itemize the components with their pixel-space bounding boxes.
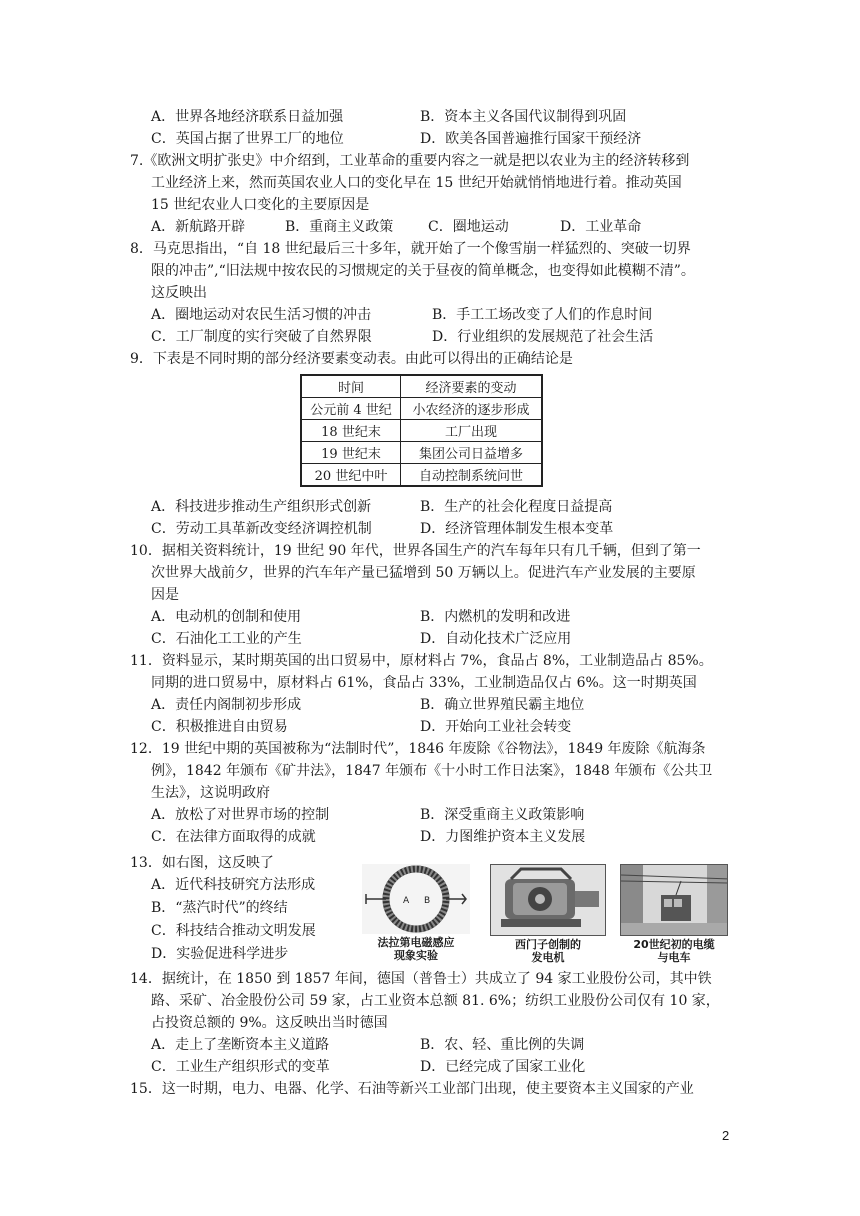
table-cell: 18 世纪末 [301, 420, 401, 442]
option-text: B．手工工场改变了人们的作息时间 [432, 307, 653, 323]
option-text: D．经济管理体制发生根本变革 [420, 521, 614, 537]
table-cell: 集团公司日益增多 [401, 442, 543, 464]
page-number: 2 [722, 1128, 730, 1143]
svg-text:B: B [424, 896, 431, 906]
text-line: 占投资总额的 9%。这反映出当时德国 [151, 1015, 388, 1031]
option-text: D．欧美各国普遍推行国家干预经济 [420, 131, 642, 147]
table-cell: 19 世纪末 [301, 442, 401, 464]
option-text: B．农、轻、重比例的失调 [420, 1037, 585, 1053]
text-line: C．积极推进自由贸易 [151, 719, 288, 735]
option-text: B．确立世界殖民霸主地位 [420, 697, 585, 713]
faraday-ring-icon [362, 864, 470, 934]
table-row [301, 464, 542, 487]
text-line: 因是 [151, 587, 179, 603]
option-text: C．圈地运动 [428, 219, 509, 235]
figure-caption: 西门子创制的 发电机 [515, 938, 581, 964]
text-line: A．责任内阁制初步形成 [151, 697, 302, 713]
text-line: 14．据统计，在 1850 到 1857 年间，德国（普鲁士）共成立了 94 家工业股份公司，其中铁 [130, 971, 712, 987]
table-cell: 公元前 4 世纪 [301, 398, 401, 420]
table-header-cell: 时间 [301, 375, 401, 398]
text-line: C．在法律方面取得的成就 [151, 829, 316, 845]
text-line: C．英国占据了世界工厂的地位 [151, 131, 344, 147]
option-text: B．深受重商主义政策影响 [420, 807, 585, 823]
text-line: C．工厂制度的实行突破了自然界限 [151, 329, 372, 345]
text-line: 工业经济上来，然而英国农业人口的变化早在 15 世纪开始就悄悄地进行着。推动英国 [151, 175, 682, 191]
text-line: 15．这一时期，电力、电器、化学、石油等新兴工业部门出现，使主要资本主义国家的产业 [130, 1081, 694, 1097]
text-line: 生法》，这说明政府 [151, 785, 270, 801]
table-header-cell: 经济要素的变动 [401, 375, 543, 398]
svg-text:A: A [403, 896, 410, 906]
text-line: 限的冲击”,“旧法规中按农民的习惯规定的关于昼夜的简单概念，也变得如此模糊不清”。 [151, 263, 695, 279]
text-line: 8．马克思指出，“自 18 世纪最后三十多年，就开始了一个像雪崩一样猛烈的、突破一切界 [130, 241, 691, 257]
table-cell: 小农经济的逐步形成 [401, 398, 543, 420]
option-text: D．行业组织的发展规范了社会生活 [432, 329, 654, 345]
text-line: C．石油化工工业的产生 [151, 631, 302, 647]
table-row [301, 398, 542, 420]
text-line: A．走上了垄断资本主义道路 [151, 1037, 330, 1053]
text-line: 13．如右图，这反映了 [130, 855, 274, 871]
table-row [301, 420, 542, 442]
text-line: 路、采矿、冶金股份公司 59 家，占工业资本总额 81. 6%；纺织工业股份公司仅有 10 家， [151, 993, 720, 1009]
option-text: D．力图维护资本主义发展 [420, 829, 586, 845]
option-text: B．生产的社会化程度日益提高 [420, 499, 613, 515]
tram-icon [620, 864, 728, 936]
text-line: A．放松了对世界市场的控制 [151, 807, 330, 823]
text-line: 15 世纪农业人口变化的主要原因是 [151, 197, 370, 213]
text-line: 11．资料显示，某时期英国的出口贸易中，原材料占 7%，食品占 8%，工业制造品占 85%。 [130, 653, 713, 669]
text-line: A．世界各地经济联系日益加强 [151, 109, 344, 125]
option-text: B．资本主义各国代议制得到巩固 [420, 109, 627, 125]
text-line: B．“蒸汽时代”的终结 [151, 900, 288, 916]
text-line: 例》，1842 年颁布《矿井法》，1847 年颁布《十小时工作日法案》，1848 年颁布《公共卫 [151, 763, 713, 779]
table-cell: 自动控制系统问世 [401, 464, 543, 487]
text-line: A．新航路开辟 [151, 219, 246, 235]
option-text: D．已经完成了国家工业化 [420, 1059, 586, 1075]
table-row [301, 442, 542, 464]
text-line: 同期的进口贸易中，原材料占 61%，食品占 33%，工业制造品仅占 6%。这一时期英国 [151, 675, 697, 691]
option-text: B．内燃机的发明和改进 [420, 609, 571, 625]
text-line: 12．19 世纪中期的英国被称为“法制时代”，1846 年废除《谷物法》，1849 年废除《航海条 [130, 741, 706, 757]
text-line: 7.《欧洲文明扩张史》中介绍到，工业革命的重要内容之一就是把以农业为主的经济转移到 [130, 153, 690, 169]
option-text: D．工业革命 [560, 219, 642, 235]
text-line: 次世界大战前夕，世界的汽车年产量已猛增到 50 万辆以上。促进汽车产业发展的主要原 [151, 565, 696, 581]
text-line: C．劳动工具革新改变经济调控机制 [151, 521, 372, 537]
text-line: C．工业生产组织形式的变革 [151, 1059, 330, 1075]
text-line: A．近代科技研究方法形成 [151, 877, 316, 893]
figure-caption: 法拉第电磁感应 现象实验 [377, 936, 455, 962]
text-line: A．科技进步推动生产组织形式创新 [151, 499, 372, 515]
text-line: 10．据相关资料统计，19 世纪 90 年代，世界各国生产的汽车每年只有几千辆，但到了第一 [130, 543, 701, 559]
dynamo-icon [490, 864, 606, 936]
figure-tram [620, 864, 728, 964]
figure-caption: 20世纪初的电缆 与电车 [633, 938, 715, 964]
option-text: B．重商主义政策 [285, 219, 394, 235]
option-text: D．自动化技术广泛应用 [420, 631, 572, 647]
text-line: C．科技结合推动文明发展 [151, 923, 316, 939]
table-header-row [301, 375, 542, 398]
table-cell: 工厂出现 [401, 420, 543, 442]
text-line: 9．下表是不同时期的部分经济要素变动表。由此可以得出的正确结论是 [130, 351, 573, 367]
text-line: A．电动机的创制和使用 [151, 609, 302, 625]
figure-dynamo [490, 864, 606, 964]
text-line: D．实验促进科学进步 [151, 946, 289, 962]
text-line: 这反映出 [151, 285, 207, 301]
figure-faraday [362, 864, 470, 962]
table-cell: 20 世纪中叶 [301, 464, 401, 487]
economic-factors-table [300, 374, 543, 487]
option-text: D．开始向工业社会转变 [420, 719, 572, 735]
text-line: A．圈地运动对农民生活习惯的冲击 [151, 307, 372, 323]
